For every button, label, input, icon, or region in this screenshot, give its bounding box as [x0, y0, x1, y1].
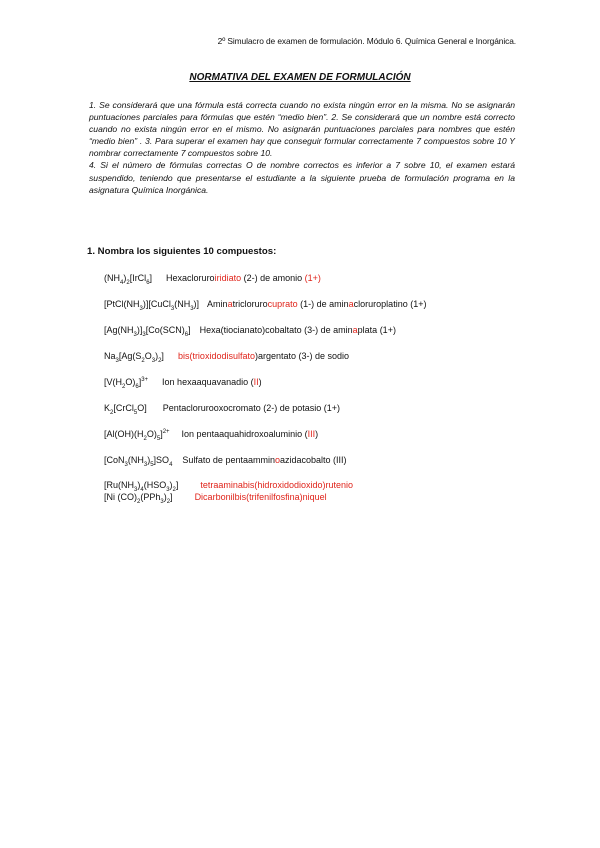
compound-row-9	[104, 479, 353, 491]
compound-row-3	[104, 324, 396, 336]
compound-row-10	[104, 491, 327, 503]
rules-paragraph-1: 1. Se considerará que una fórmula está correcta cuando no exista ningún error en la misma. No se asignarán puntuaciones parciales para fórmulas que estén “medio bien”. 2. Se considerará que un nombre está correcto cuando no exista ningún error en el mismo. No asignarán puntuaciones parciales para nombres que estén “medio bien” . 3. Para superar el examen hay que conseguir formular correctamente 7 compuestos sobre 10 Y nombrar correctamente 7 compuestos sobre 10.	[89, 100, 515, 159]
page-header: 2º Simulacro de examen de formulación. Módulo 6. Química General e Inorgánica.	[217, 36, 516, 46]
compound-row-8	[104, 454, 347, 466]
compound-formula: $(NH_4)_2[IrCl_6]$	[104, 273, 153, 286]
compound-name: Dicarbonilbis(trifenilfosfina)niquel	[194, 492, 327, 502]
page-title: NORMATIVA DEL EXAMEN DE FORMULACIÓN	[189, 72, 411, 83]
compound-row-6	[104, 402, 340, 414]
section-title: 1. Nombra los siguientes 10 compuestos:	[87, 246, 277, 257]
compound-name: Hexacloruroiridiato (2-) de amonio (1+)	[166, 273, 321, 283]
compound-name: bis(trioxidodisulfato)argentato (3-) de sodio	[177, 351, 350, 361]
compound-name: tetraaminabis(hidroxidodioxido)rutenio	[200, 480, 353, 490]
compound-name: Hexa(tiocianato)cobaltato (3-) de aminaplata (1+)	[199, 325, 396, 335]
rules-paragraph-2: 4. Si el número de fórmulas correctas O de nombre correctos es inferior a 7 sobre 10, el examen estará suspendido, teniendo que presentarse el estudiante a la siguiente prueba de formulación programa en la asignatura Química Inorgánica.	[89, 160, 515, 195]
compound-formula: $K_2[CrCl_5O]$	[104, 403, 147, 416]
compound-row-7	[104, 428, 318, 440]
compound-row-2	[104, 298, 426, 310]
compound-row-4	[104, 350, 349, 362]
compound-formula: $[PtCl(NH_3)][CuCl_3(NH_3)]$	[104, 299, 200, 312]
compound-name: Aminatriclorurocuprato (1-) de aminacloruroplatino (1+)	[207, 299, 427, 309]
compound-name: Ion hexaaquavanadio (II)	[162, 377, 262, 387]
compound-name: Sulfato de pentaamminoazidacobalto (III)	[182, 455, 347, 465]
exam-rules	[89, 99, 515, 196]
compound-formula: $[Ru(NH_3)_4(HSO_3)_2]$	[104, 480, 179, 493]
compound-row-1	[104, 272, 321, 284]
compound-formula: $[Ag(NH_3)]_3[Co(SCN)_6]$	[104, 325, 191, 338]
compound-formula: [Ni $(CO)_2(PPh_3)_2$]	[104, 492, 173, 505]
compound-formula: $[V(H_2O)_6]^{3+}$	[104, 377, 149, 390]
compound-formula: $[CoN_3(NH_3)_5]SO_4$	[104, 455, 173, 468]
compound-name: Ion pentaaquahidroxoaluminio (III)	[181, 429, 319, 439]
compound-name: Pentaclorurooxocromato (2-) de potasio (1+)	[162, 403, 341, 413]
compound-row-5	[104, 376, 262, 388]
compound-formula: $Na_3[Ag(S_2O_3)_2]$	[104, 351, 164, 364]
compound-formula: $[Al(OH)(H_2O)_5]^{2+}$	[104, 429, 170, 442]
